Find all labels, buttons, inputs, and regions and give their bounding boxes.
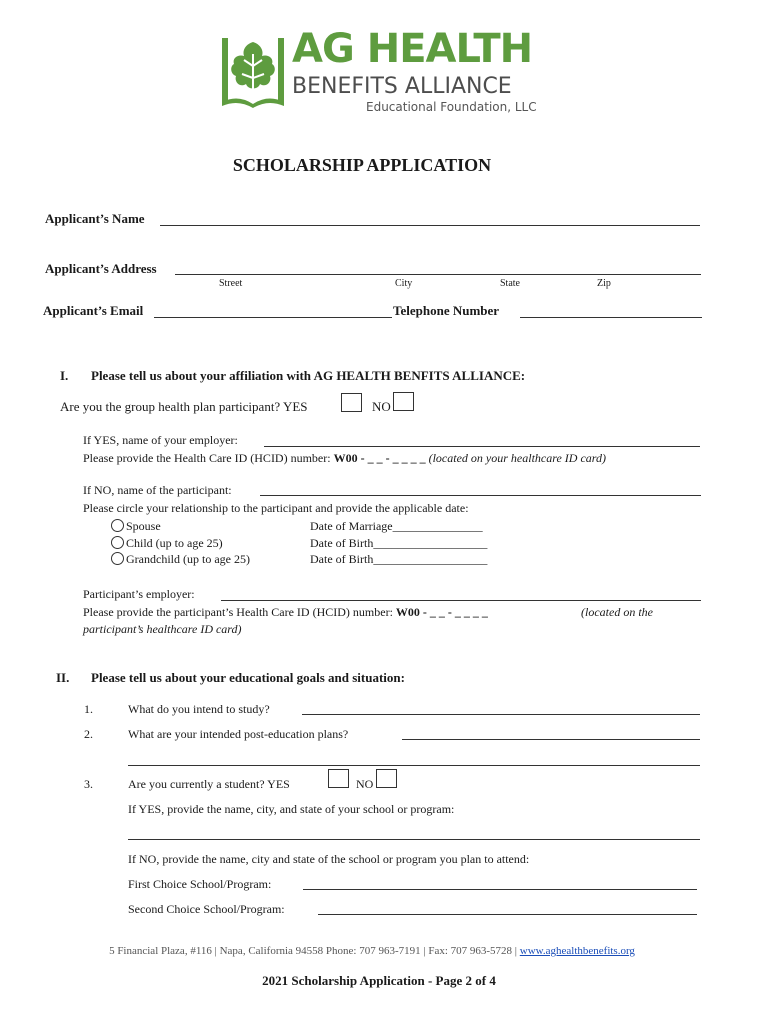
- relationship-spouse[interactable]: [111, 519, 161, 534]
- grandchild-date-of-birth[interactable]: Date of Birth___________________: [310, 552, 488, 566]
- hcid-prefix: Please provide the Health Care ID (HCID) number:: [83, 451, 334, 465]
- applicant-address-label: Applicant’s Address: [45, 261, 157, 276]
- q2-field[interactable]: [402, 739, 700, 740]
- page-title: SCHOLARSHIP APPLICATION: [232, 155, 492, 175]
- relationship-child[interactable]: [111, 536, 223, 551]
- if-no-school: If NO, provide the name, city and state of the school or program you plan to attend:: [128, 852, 530, 866]
- grandchild-label: Grandchild (up to age 25): [126, 552, 250, 566]
- date-of-marriage[interactable]: Date of Marriage_______________: [310, 519, 483, 533]
- student-no-checkbox[interactable]: [376, 769, 397, 788]
- participant-hcid-code: W00 - _ _ - _ _ _ _: [395, 605, 488, 619]
- participant-employer-field[interactable]: [221, 600, 701, 601]
- footer-address: [0, 945, 744, 957]
- logo-line-2: BENEFITS ALLIANCE: [292, 74, 512, 99]
- q1-field[interactable]: [302, 714, 700, 715]
- q3-label: Are you currently a student? YES: [128, 777, 290, 791]
- footer-address-text: 5 Financial Plaza, #116 | Napa, California 94558 Phone: 707 963-7191 | Fax: 707 963-5728 |: [109, 945, 520, 957]
- section-2-heading: Please tell us about your educational goals and situation:: [91, 670, 405, 685]
- participant-yes-checkbox[interactable]: [341, 393, 362, 412]
- logo-line-3: Educational Foundation, LLC: [366, 100, 537, 114]
- q2-field-continued[interactable]: [128, 765, 700, 766]
- applicant-name-field[interactable]: [160, 225, 700, 226]
- participant-hcid-prefix: Please provide the participant’s Health Care ID (HCID) number:: [83, 605, 396, 619]
- logo: [220, 26, 540, 120]
- hcid-code: W00 - _ _ - _ _ _ _: [333, 451, 426, 465]
- leaf-book-icon: [220, 34, 286, 108]
- first-choice-field[interactable]: [303, 889, 697, 890]
- participant-no-label: NO: [372, 399, 391, 414]
- first-choice-label: First Choice School/Program:: [128, 877, 272, 891]
- street-caption: Street: [219, 278, 243, 289]
- if-yes-school: If YES, provide the name, city, and state of your school or program:: [128, 802, 455, 816]
- participant-question: Are you the group health plan participant? YES: [60, 399, 308, 414]
- telephone-field[interactable]: [520, 317, 702, 318]
- student-no-label: NO: [356, 777, 374, 791]
- child-date-of-birth[interactable]: Date of Birth___________________: [310, 536, 488, 550]
- hcid-line: [83, 451, 606, 466]
- child-radio[interactable]: [111, 536, 124, 549]
- zip-caption: Zip: [597, 278, 611, 289]
- participant-hcid-note-1: (located on the: [581, 605, 653, 619]
- applicant-email-field[interactable]: [154, 317, 392, 318]
- participant-hcid-line: [83, 605, 488, 620]
- grandchild-radio[interactable]: [111, 552, 124, 565]
- telephone-label: Telephone Number: [393, 303, 500, 318]
- second-choice-label: Second Choice School/Program:: [128, 902, 285, 916]
- applicant-email-label: Applicant’s Email: [43, 303, 144, 318]
- spouse-label: Spouse: [126, 519, 161, 533]
- second-choice-field[interactable]: [318, 914, 697, 915]
- participant-name-field[interactable]: [260, 495, 701, 496]
- participant-no-checkbox[interactable]: [393, 392, 414, 411]
- city-caption: City: [395, 278, 413, 289]
- participant-employer-label: Participant’s employer:: [83, 587, 195, 601]
- student-yes-checkbox[interactable]: [328, 769, 349, 788]
- website-link[interactable]: www.aghealthbenefits.org: [519, 945, 635, 957]
- employer-label: If YES, name of your employer:: [83, 433, 238, 447]
- circle-instruction: Please circle your relationship to the participant and provide the applicable date:: [83, 501, 469, 515]
- q3-number: 3.: [84, 777, 93, 791]
- q1-label: What do you intend to study?: [128, 702, 270, 716]
- q1-number: 1.: [84, 702, 93, 716]
- spouse-radio[interactable]: [111, 519, 124, 532]
- current-school-field[interactable]: [128, 839, 700, 840]
- child-label: Child (up to age 25): [126, 536, 223, 550]
- q2-label: What are your intended post-education plans?: [128, 727, 349, 741]
- logo-line-1: AG HEALTH: [292, 26, 533, 72]
- section-2-number: II.: [56, 670, 70, 685]
- participant-name-label: If NO, name of the participant:: [83, 483, 232, 497]
- participant-hcid-note-2: participant’s healthcare ID card): [83, 622, 242, 636]
- state-caption: State: [500, 278, 520, 289]
- employer-field[interactable]: [264, 446, 700, 447]
- page-footer: 2021 Scholarship Application - Page 2 of 4: [262, 973, 496, 988]
- hcid-note: (located on your healthcare ID card): [428, 451, 606, 465]
- section-1-heading: Please tell us about your affiliation with AG HEALTH BENFITS ALLIANCE:: [91, 368, 526, 383]
- applicant-address-field[interactable]: [175, 274, 701, 275]
- applicant-name-label: Applicant’s Name: [45, 211, 145, 226]
- section-1-number: I.: [60, 368, 69, 383]
- q2-number: 2.: [84, 727, 93, 741]
- relationship-grandchild[interactable]: [111, 552, 250, 567]
